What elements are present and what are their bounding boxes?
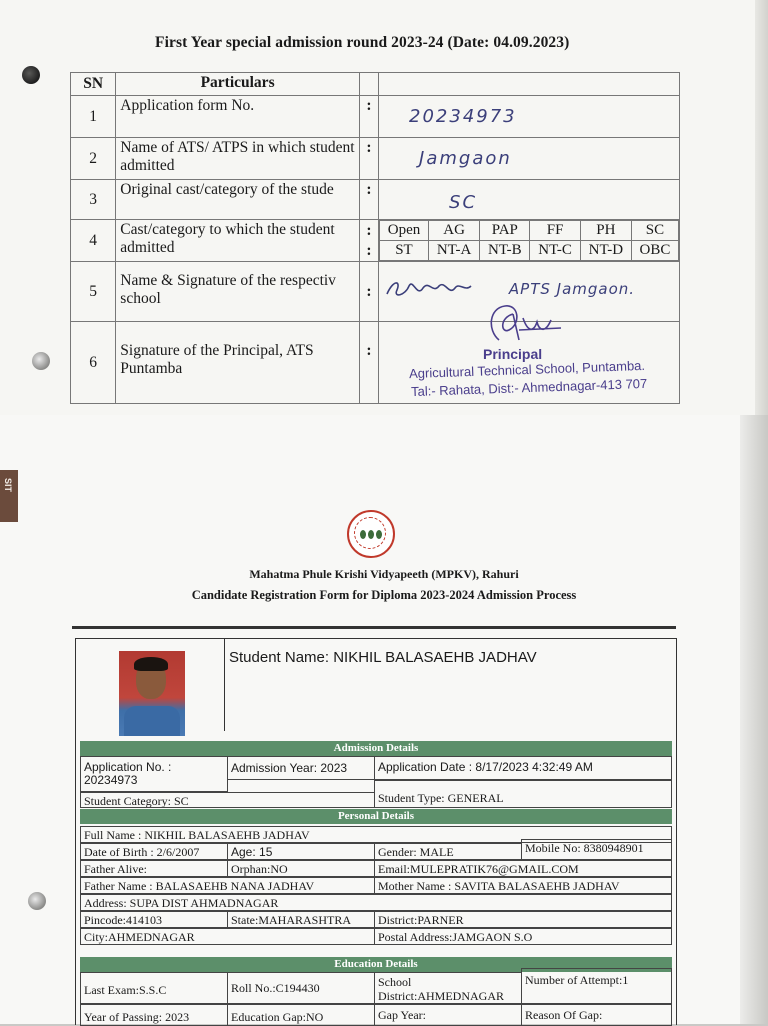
email: Email:MULEPRATIK76@GMAIL.COM bbox=[374, 860, 672, 877]
pincode: Pincode:414103 bbox=[80, 911, 228, 928]
stamp-line-1: Agricultural Technical School, Puntamba. bbox=[408, 357, 646, 382]
postal-address: Postal Address:JAMGAON S.O bbox=[374, 928, 672, 945]
page-edge bbox=[755, 0, 768, 415]
city: City:AHMEDNAGAR bbox=[80, 928, 375, 945]
admission-slip-table bbox=[70, 72, 680, 404]
full-name: Full Name : NIKHIL BALASAEHB JADHAV bbox=[80, 826, 672, 843]
roll-no: Roll No.:C194430 bbox=[227, 972, 375, 1004]
sn-header: SN bbox=[71, 73, 116, 96]
category-grid: Open AG PAP FF PH SC ST NT-A NT-B NT-C NT-D OBC bbox=[379, 220, 679, 261]
signature-scribble bbox=[383, 276, 473, 304]
table-row: 2 Name of ATS/ ATPS in which student admitted : Jamgaon bbox=[71, 138, 680, 180]
application-no: Application No. : 20234973 bbox=[80, 756, 228, 792]
handwritten-application-no: 20234973 bbox=[409, 106, 517, 127]
year-of-passing: Year of Passing: 2023 bbox=[80, 1004, 228, 1026]
education-gap: Education Gap:NO bbox=[227, 1004, 375, 1026]
particulars-header: Particulars bbox=[116, 73, 360, 96]
state: State:MAHARASHTRA bbox=[227, 911, 375, 928]
school-district: School District:AHMEDNAGAR bbox=[374, 972, 522, 1004]
divider bbox=[72, 626, 676, 629]
slip-title: First Year special admission round 2023-24 (Date: 04.09.2023) bbox=[155, 34, 570, 51]
table-row: 3 Original cast/category of the stude : SC bbox=[71, 180, 680, 220]
address: Address: SUPA DIST AHMADNAGAR bbox=[80, 894, 672, 911]
student-type: Student Type: GENERAL bbox=[374, 780, 672, 808]
date-of-birth: Date of Birth : 2/6/2007 bbox=[80, 843, 228, 860]
principal-signature bbox=[479, 300, 569, 348]
section-education-details: Education Details bbox=[80, 957, 672, 972]
stamp-line-2: Tal:- Rahata, Dist:- Ahmednagar-413 707 bbox=[410, 375, 648, 400]
admission-year: Admission Year: 2023 bbox=[227, 756, 375, 780]
orphan: Orphan:NO bbox=[227, 860, 375, 877]
registration-form bbox=[75, 638, 677, 1025]
age: Age: 15 bbox=[227, 843, 375, 860]
student-category: Student Category: SC bbox=[80, 792, 375, 808]
mother-name: Mother Name : SAVITA BALASAEHB JADHAV bbox=[374, 877, 672, 894]
punch-hole bbox=[22, 66, 40, 84]
handwritten-category: SC bbox=[449, 192, 478, 213]
table-row: 1 Application form No. : 20234973 bbox=[71, 96, 680, 138]
district: District:PARNER bbox=[374, 911, 672, 928]
section-personal-details: Personal Details bbox=[80, 809, 672, 824]
section-admission-details: Admission Details bbox=[80, 741, 672, 756]
binder-clip: SIT bbox=[0, 470, 18, 522]
table-row: 4 Cast/category to which the student admitted : : Open AG PAP FF PH SC ST NT-A NT-B NT-C NT-D OBC bbox=[71, 220, 680, 262]
institution-name: Mahatma Phule Krishi Vidyapeeth (MPKV), Rahuri bbox=[249, 567, 519, 581]
university-logo bbox=[347, 510, 395, 558]
student-name-box bbox=[224, 639, 676, 731]
page-edge bbox=[740, 415, 768, 1024]
punch-hole bbox=[28, 892, 46, 910]
table-row: 5 Name & Signature of the respectiv school : APTS Jamgaon. bbox=[71, 262, 680, 322]
gender: Gender: MALE bbox=[374, 843, 522, 860]
number-of-attempts: Number of Attempt:1 bbox=[521, 968, 672, 1004]
student-photo bbox=[119, 651, 185, 736]
last-exam: Last Exam:S.S.C bbox=[80, 972, 228, 1004]
form-title: Candidate Registration Form for Diploma 2023-2024 Admission Process bbox=[191, 588, 577, 602]
handwritten-school-name: Jamgaon bbox=[419, 148, 512, 169]
mobile-no: Mobile No: 8380948901 bbox=[521, 839, 672, 860]
gap-reason: Reason Of Gap: bbox=[521, 1004, 672, 1026]
punch-hole bbox=[32, 352, 50, 370]
handwritten-school-sign-name: APTS Jamgaon. bbox=[508, 279, 636, 298]
stamp-title: Principal bbox=[483, 346, 543, 362]
table-row: 6 Signature of the Principal, ATS Puntamba : Principal Agricultural Technical School, Puntamba. Tal:- Rahata, Dist:- Ahmednagar-413 707 bbox=[71, 322, 680, 404]
application-date: Application Date : 8/17/2023 4:32:49 AM bbox=[374, 756, 672, 780]
father-name: Father Name : BALASAEHB NANA JADHAV bbox=[80, 877, 375, 894]
gap-year: Gap Year: bbox=[374, 1004, 522, 1026]
student-name: Student Name: NIKHIL BALASAEHB JADHAV bbox=[229, 649, 537, 666]
father-alive: Father Alive: bbox=[80, 860, 228, 877]
